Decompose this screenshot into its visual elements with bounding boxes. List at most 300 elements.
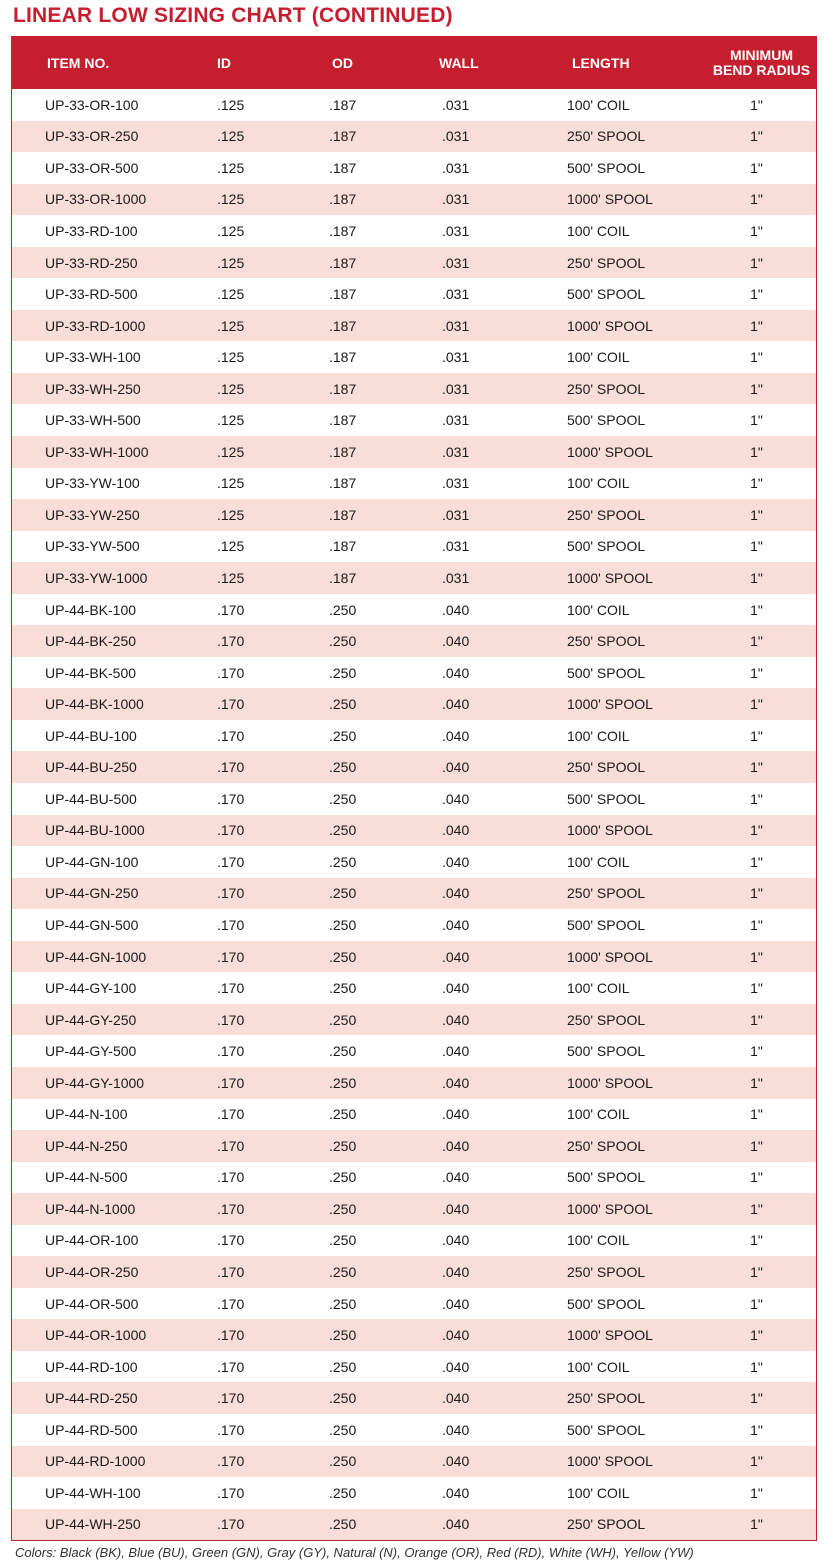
table-row	[12, 1035, 816, 1067]
cell-od: .250	[329, 759, 357, 776]
cell-id: .170	[217, 885, 245, 902]
cell-id: .125	[217, 286, 245, 303]
cell-item-no: UP-44-BK-100	[45, 601, 137, 618]
table-row	[12, 499, 816, 531]
cell-id: .170	[217, 664, 245, 681]
table-row	[12, 941, 816, 973]
cell-length: 100' COIL	[567, 980, 630, 997]
cell-bend-radius: 1"	[750, 96, 763, 113]
table-row	[12, 215, 816, 247]
header-bend-radius	[677, 48, 816, 78]
table-row	[12, 373, 816, 405]
table-row	[12, 657, 816, 689]
cell-id: .125	[217, 380, 245, 397]
cell-bend-radius: 1"	[750, 254, 763, 271]
cell-od: .250	[329, 980, 357, 997]
header-bend-line2: BEND RADIUS	[712, 61, 811, 78]
cell-bend-radius: 1"	[750, 191, 763, 208]
cell-id: .125	[217, 222, 245, 239]
cell-id: .170	[217, 1011, 245, 1028]
cell-bend-radius: 1"	[750, 1169, 763, 1186]
cell-wall: .031	[442, 286, 470, 303]
cell-id: .125	[217, 443, 245, 460]
cell-wall: .031	[442, 412, 470, 429]
cell-od: .250	[329, 696, 357, 713]
cell-item-no: UP-44-N-500	[45, 1169, 128, 1186]
cell-od: .250	[329, 633, 357, 650]
cell-od: .187	[329, 191, 357, 208]
cell-length: 1000' SPOOL	[567, 1453, 653, 1470]
cell-length: 250' SPOOL	[567, 380, 646, 397]
table-row	[12, 184, 816, 216]
cell-wall: .040	[442, 696, 470, 713]
cell-length: 500' SPOOL	[567, 1421, 646, 1438]
cell-wall: .031	[442, 317, 470, 334]
cell-bend-radius: 1"	[750, 1453, 763, 1470]
cell-wall: .040	[442, 1264, 470, 1280]
cell-bend-radius: 1"	[750, 569, 763, 586]
cell-od: .250	[329, 1453, 357, 1470]
cell-item-no: UP-33-OR-100	[45, 96, 139, 113]
cell-id: .170	[217, 1232, 245, 1249]
cell-od: .250	[329, 664, 357, 681]
cell-od: .187	[329, 349, 357, 366]
cell-bend-radius: 1"	[750, 1516, 763, 1533]
cell-length: 500' SPOOL	[567, 664, 646, 681]
table-row	[12, 1193, 816, 1225]
cell-od: .187	[329, 96, 357, 113]
cell-id: .170	[217, 601, 245, 618]
header-od: OD	[332, 54, 353, 71]
cell-bend-radius: 1"	[750, 1295, 763, 1312]
cell-od: .250	[329, 1200, 357, 1217]
table-row	[12, 1130, 816, 1162]
header-length: LENGTH	[572, 54, 630, 71]
cell-bend-radius: 1"	[750, 759, 763, 776]
cell-wall: .040	[442, 1453, 470, 1470]
cell-id: .170	[217, 916, 245, 933]
cell-od: .250	[329, 1295, 357, 1312]
cell-item-no: UP-44-BK-1000	[45, 696, 144, 713]
cell-wall: .031	[442, 443, 470, 460]
cell-length: 1000' SPOOL	[567, 443, 653, 460]
cell-bend-radius: 1"	[750, 1390, 763, 1407]
sizing-table	[11, 36, 817, 1541]
table-row	[12, 121, 816, 153]
table-row	[12, 278, 816, 310]
cell-id: .170	[217, 1169, 245, 1186]
cell-bend-radius: 1"	[750, 475, 763, 492]
cell-item-no: UP-44-BK-500	[45, 664, 137, 681]
cell-od: .250	[329, 1358, 357, 1375]
table-row	[12, 625, 816, 657]
cell-wall: .040	[442, 1169, 470, 1186]
cell-item-no: UP-33-OR-250	[45, 128, 139, 145]
cell-length: 1000' SPOOL	[567, 317, 653, 334]
cell-wall: .040	[442, 1074, 470, 1091]
table-row	[12, 751, 816, 783]
header-item-no: ITEM NO.	[47, 54, 110, 71]
cell-od: .250	[329, 1169, 357, 1186]
cell-length: 500' SPOOL	[567, 790, 646, 807]
cell-od: .250	[329, 1074, 357, 1091]
cell-length: 500' SPOOL	[567, 1169, 646, 1186]
cell-bend-radius: 1"	[750, 1327, 763, 1344]
cell-item-no: UP-44-RD-250	[45, 1390, 138, 1407]
cell-wall: .040	[442, 916, 470, 933]
cell-item-no: UP-33-YW-1000	[45, 569, 148, 586]
cell-item-no: UP-44-GN-1000	[45, 948, 147, 965]
cell-item-no: UP-44-RD-500	[45, 1421, 138, 1438]
cell-bend-radius: 1"	[750, 1232, 763, 1249]
table-body	[12, 89, 816, 1540]
cell-item-no: UP-44-RD-100	[45, 1358, 138, 1375]
table-row	[12, 1509, 816, 1541]
cell-id: .170	[217, 1043, 245, 1060]
table-row	[12, 1162, 816, 1194]
cell-od: .187	[329, 159, 357, 176]
table-row	[12, 152, 816, 184]
cell-length: 100' COIL	[567, 222, 630, 239]
table-row	[12, 1288, 816, 1320]
cell-id: .170	[217, 1327, 245, 1344]
cell-wall: .040	[442, 822, 470, 839]
table-row	[12, 783, 816, 815]
table-row	[12, 1382, 816, 1414]
table-row	[12, 1004, 816, 1036]
cell-wall: .040	[442, 1516, 470, 1533]
cell-bend-radius: 1"	[750, 916, 763, 933]
cell-wall: .040	[442, 1295, 470, 1312]
cell-item-no: UP-33-RD-100	[45, 222, 138, 239]
cell-bend-radius: 1"	[750, 1043, 763, 1060]
cell-item-no: UP-44-GY-500	[45, 1043, 137, 1060]
cell-wall: .031	[442, 569, 470, 586]
cell-id: .125	[217, 475, 245, 492]
cell-wall: .040	[442, 1137, 470, 1154]
cell-od: .187	[329, 286, 357, 303]
cell-wall: .040	[442, 1327, 470, 1344]
cell-length: 250' SPOOL	[567, 1137, 646, 1154]
cell-item-no: UP-44-WH-100	[45, 1484, 141, 1501]
header-id: ID	[217, 54, 231, 71]
table-row	[12, 1414, 816, 1446]
cell-length: 100' COIL	[567, 1358, 630, 1375]
cell-length: 100' COIL	[567, 349, 630, 366]
cell-item-no: UP-33-YW-250	[45, 506, 140, 523]
cell-od: .250	[329, 1264, 357, 1280]
cell-od: .187	[329, 569, 357, 586]
cell-od: .250	[329, 885, 357, 902]
cell-id: .170	[217, 822, 245, 839]
cell-item-no: UP-33-WH-500	[45, 412, 141, 429]
cell-wall: .040	[442, 790, 470, 807]
cell-wall: .031	[442, 538, 470, 555]
cell-od: .250	[329, 790, 357, 807]
cell-item-no: UP-44-GY-100	[45, 980, 137, 997]
cell-od: .250	[329, 601, 357, 618]
page-title: LINEAR LOW SIZING CHART (CONTINUED)	[13, 4, 453, 27]
cell-length: 100' COIL	[567, 1484, 630, 1501]
cell-length: 500' SPOOL	[567, 1043, 646, 1060]
cell-length: 250' SPOOL	[567, 254, 646, 271]
cell-wall: .040	[442, 980, 470, 997]
cell-bend-radius: 1"	[750, 1137, 763, 1154]
cell-od: .250	[329, 1484, 357, 1501]
cell-id: .125	[217, 538, 245, 555]
table-row	[12, 247, 816, 279]
table-header	[12, 36, 816, 89]
cell-id: .125	[217, 506, 245, 523]
cell-wall: .040	[442, 948, 470, 965]
table-row	[12, 468, 816, 500]
cell-item-no: UP-44-BU-250	[45, 759, 137, 776]
cell-item-no: UP-33-WH-250	[45, 380, 141, 397]
cell-wall: .040	[442, 601, 470, 618]
cell-od: .250	[329, 1390, 357, 1407]
table-row	[12, 89, 816, 121]
cell-length: 1000' SPOOL	[567, 191, 653, 208]
cell-od: .250	[329, 727, 357, 744]
cell-bend-radius: 1"	[750, 1484, 763, 1501]
cell-id: .125	[217, 349, 245, 366]
cell-bend-radius: 1"	[750, 1200, 763, 1217]
cell-od: .250	[329, 1043, 357, 1060]
cell-od: .187	[329, 380, 357, 397]
cell-od: .250	[329, 1421, 357, 1438]
cell-wall: .040	[442, 853, 470, 870]
cell-id: .170	[217, 759, 245, 776]
cell-id: .170	[217, 853, 245, 870]
cell-od: .187	[329, 317, 357, 334]
table-row	[12, 688, 816, 720]
cell-id: .170	[217, 633, 245, 650]
cell-bend-radius: 1"	[750, 1358, 763, 1375]
cell-wall: .040	[442, 1200, 470, 1217]
cell-id: .170	[217, 948, 245, 965]
table-row	[12, 1067, 816, 1099]
cell-length: 250' SPOOL	[567, 128, 646, 145]
cell-item-no: UP-44-GN-500	[45, 916, 139, 933]
cell-item-no: UP-44-GN-250	[45, 885, 139, 902]
cell-bend-radius: 1"	[750, 822, 763, 839]
cell-item-no: UP-33-WH-100	[45, 349, 141, 366]
cell-length: 250' SPOOL	[567, 1390, 646, 1407]
cell-wall: .031	[442, 191, 470, 208]
cell-id: .125	[217, 128, 245, 145]
cell-id: .170	[217, 1453, 245, 1470]
cell-id: .170	[217, 1390, 245, 1407]
cell-wall: .040	[442, 1484, 470, 1501]
cell-bend-radius: 1"	[750, 1264, 763, 1280]
cell-item-no: UP-44-RD-1000	[45, 1453, 146, 1470]
cell-od: .250	[329, 1232, 357, 1249]
cell-length: 250' SPOOL	[567, 1516, 646, 1533]
cell-length: 1000' SPOOL	[567, 1327, 653, 1344]
cell-length: 1000' SPOOL	[567, 948, 653, 965]
cell-length: 1000' SPOOL	[567, 822, 653, 839]
header-bend-line1: MINIMUM	[730, 46, 793, 63]
cell-bend-radius: 1"	[750, 727, 763, 744]
cell-od: .187	[329, 538, 357, 555]
cell-bend-radius: 1"	[750, 222, 763, 239]
cell-id: .170	[217, 1358, 245, 1375]
cell-id: .170	[217, 696, 245, 713]
table-row	[12, 404, 816, 436]
cell-wall: .031	[442, 128, 470, 145]
cell-id: .170	[217, 980, 245, 997]
cell-bend-radius: 1"	[750, 601, 763, 618]
cell-item-no: UP-44-GN-100	[45, 853, 139, 870]
cell-length: 1000' SPOOL	[567, 1200, 653, 1217]
table-row	[12, 1099, 816, 1131]
cell-item-no: UP-44-OR-500	[45, 1295, 139, 1312]
cell-bend-radius: 1"	[750, 159, 763, 176]
cell-id: .125	[217, 569, 245, 586]
cell-id: .125	[217, 412, 245, 429]
cell-item-no: UP-44-GY-250	[45, 1011, 137, 1028]
cell-length: 250' SPOOL	[567, 1264, 646, 1280]
cell-od: .250	[329, 1327, 357, 1344]
cell-id: .125	[217, 254, 245, 271]
cell-length: 250' SPOOL	[567, 633, 646, 650]
cell-wall: .040	[442, 1106, 470, 1123]
table-row	[12, 720, 816, 752]
cell-id: .170	[217, 1484, 245, 1501]
cell-id: .125	[217, 159, 245, 176]
cell-length: 250' SPOOL	[567, 1011, 646, 1028]
cell-wall: .040	[442, 1043, 470, 1060]
cell-id: .170	[217, 727, 245, 744]
cell-item-no: UP-44-BK-250	[45, 633, 137, 650]
cell-item-no: UP-33-OR-1000	[45, 191, 147, 208]
cell-wall: .031	[442, 349, 470, 366]
cell-item-no: UP-33-RD-500	[45, 286, 138, 303]
cell-od: .250	[329, 1516, 357, 1533]
cell-item-no: UP-44-GY-1000	[45, 1074, 145, 1091]
cell-wall: .040	[442, 664, 470, 681]
colors-footnote: Colors: Black (BK), Blue (BU), Green (GN), Gray (GY), Natural (N), Orange (OR), Red (RD), White (WH), Yellow (YW)	[15, 1545, 694, 1560]
cell-id: .170	[217, 1516, 245, 1533]
table-row	[12, 815, 816, 847]
cell-od: .187	[329, 475, 357, 492]
table-row	[12, 594, 816, 626]
cell-item-no: UP-44-N-100	[45, 1106, 128, 1123]
cell-item-no: UP-44-OR-1000	[45, 1327, 147, 1344]
cell-wall: .031	[442, 96, 470, 113]
cell-item-no: UP-44-BU-100	[45, 727, 137, 744]
cell-bend-radius: 1"	[750, 633, 763, 650]
cell-bend-radius: 1"	[750, 349, 763, 366]
cell-item-no: UP-33-RD-1000	[45, 317, 146, 334]
cell-od: .187	[329, 443, 357, 460]
cell-length: 500' SPOOL	[567, 538, 646, 555]
cell-od: .250	[329, 916, 357, 933]
cell-wall: .040	[442, 727, 470, 744]
cell-bend-radius: 1"	[750, 696, 763, 713]
cell-od: .250	[329, 822, 357, 839]
cell-wall: .040	[442, 1390, 470, 1407]
cell-bend-radius: 1"	[750, 790, 763, 807]
cell-length: 500' SPOOL	[567, 916, 646, 933]
cell-wall: .031	[442, 380, 470, 397]
cell-bend-radius: 1"	[750, 1106, 763, 1123]
table-row	[12, 1351, 816, 1383]
cell-od: .187	[329, 254, 357, 271]
cell-bend-radius: 1"	[750, 853, 763, 870]
cell-od: .187	[329, 506, 357, 523]
table-row	[12, 341, 816, 373]
cell-bend-radius: 1"	[750, 317, 763, 334]
cell-length: 1000' SPOOL	[567, 569, 653, 586]
cell-item-no: UP-44-N-1000	[45, 1200, 136, 1217]
cell-od: .250	[329, 1011, 357, 1028]
cell-id: .170	[217, 1295, 245, 1312]
cell-od: .250	[329, 1137, 357, 1154]
cell-bend-radius: 1"	[750, 980, 763, 997]
cell-length: 250' SPOOL	[567, 506, 646, 523]
cell-id: .170	[217, 1264, 245, 1280]
cell-id: .170	[217, 1421, 245, 1438]
cell-bend-radius: 1"	[750, 664, 763, 681]
cell-wall: .031	[442, 475, 470, 492]
cell-id: .125	[217, 96, 245, 113]
cell-id: .170	[217, 1074, 245, 1091]
cell-wall: .031	[442, 506, 470, 523]
cell-id: .170	[217, 1106, 245, 1123]
table-row	[12, 1319, 816, 1351]
table-row	[12, 531, 816, 563]
table-row	[12, 436, 816, 468]
table-row	[12, 1446, 816, 1478]
table-row	[12, 909, 816, 941]
cell-length: 500' SPOOL	[567, 286, 646, 303]
cell-od: .250	[329, 853, 357, 870]
cell-length: 250' SPOOL	[567, 759, 646, 776]
cell-bend-radius: 1"	[750, 286, 763, 303]
cell-bend-radius: 1"	[750, 885, 763, 902]
cell-item-no: UP-44-BU-1000	[45, 822, 145, 839]
cell-length: 1000' SPOOL	[567, 696, 653, 713]
cell-bend-radius: 1"	[750, 1011, 763, 1028]
cell-bend-radius: 1"	[750, 1421, 763, 1438]
table-row	[12, 878, 816, 910]
cell-item-no: UP-33-OR-500	[45, 159, 139, 176]
cell-wall: .040	[442, 1421, 470, 1438]
cell-length: 500' SPOOL	[567, 412, 646, 429]
cell-length: 100' COIL	[567, 853, 630, 870]
cell-length: 100' COIL	[567, 1232, 630, 1249]
table-row	[12, 972, 816, 1004]
cell-item-no: UP-44-OR-250	[45, 1264, 139, 1280]
cell-id: .170	[217, 1137, 245, 1154]
cell-od: .187	[329, 222, 357, 239]
cell-id: .170	[217, 790, 245, 807]
cell-wall: .040	[442, 759, 470, 776]
cell-id: .125	[217, 191, 245, 208]
cell-bend-radius: 1"	[750, 506, 763, 523]
cell-id: .170	[217, 1200, 245, 1217]
cell-item-no: UP-44-WH-250	[45, 1516, 141, 1533]
cell-wall: .040	[442, 885, 470, 902]
cell-length: 250' SPOOL	[567, 885, 646, 902]
table-row	[12, 562, 816, 594]
cell-od: .250	[329, 948, 357, 965]
cell-item-no: UP-33-RD-250	[45, 254, 138, 271]
table-row	[12, 846, 816, 878]
cell-item-no: UP-33-YW-500	[45, 538, 140, 555]
cell-length: 100' COIL	[567, 1106, 630, 1123]
